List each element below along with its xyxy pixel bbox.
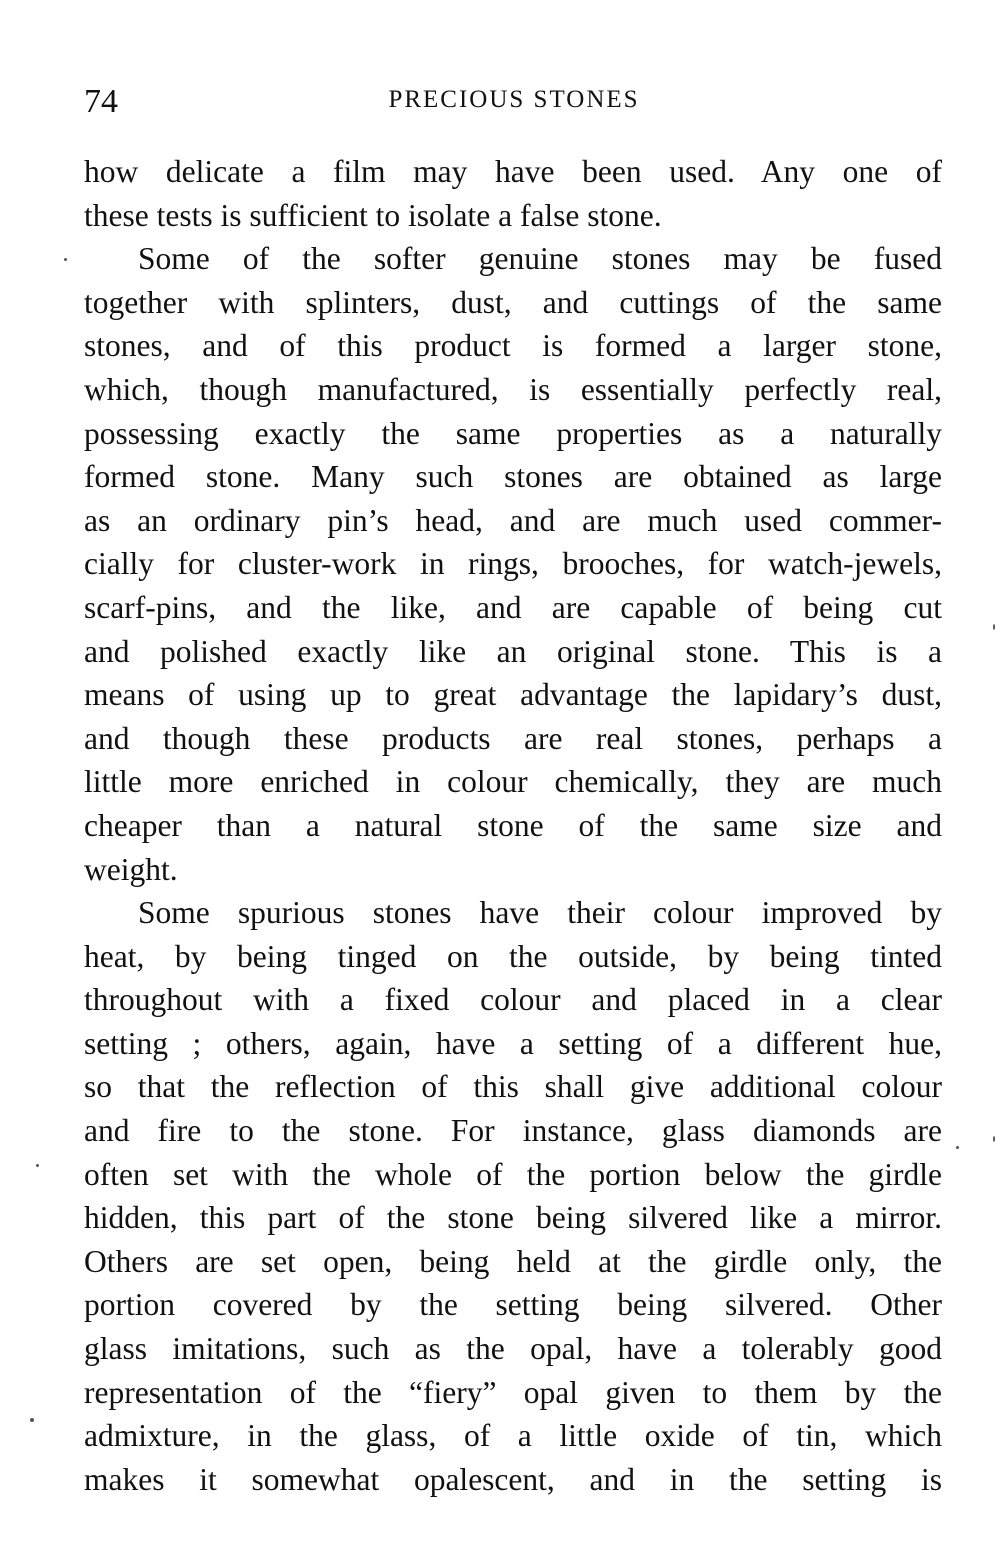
page-header: [84, 82, 944, 122]
text-line: together with splinters, dust, and cuttings of the same: [84, 284, 942, 320]
scan-speck: [36, 1164, 39, 1167]
text-line: throughout with a fixed colour and placed in a clear: [84, 982, 942, 1018]
scan-speck: [956, 1146, 959, 1149]
text-line: weight.: [84, 851, 178, 887]
text-line: heat, by being tinged on the outside, by being tinted: [84, 938, 942, 974]
running-head: PRECIOUS STONES: [388, 86, 640, 113]
text-line: stones, and of this product is formed a larger stone,: [84, 328, 942, 364]
scan-speck: [993, 1136, 995, 1142]
text-line: hidden, this part of the stone being silvered like a mirror.: [84, 1200, 942, 1236]
text-line: and though these products are real stones, perhaps a: [84, 720, 942, 756]
scan-speck: [30, 1418, 34, 1422]
text-line: glass imitations, such as the opal, have a tolerably good: [84, 1331, 942, 1367]
text-line: scarf-pins, and the like, and are capable of being cut: [84, 589, 942, 625]
text-line: admixture, in the glass, of a little oxide of tin, which: [84, 1418, 942, 1454]
text-line: cheaper than a natural stone of the same size and: [84, 807, 942, 843]
text-line: how delicate a film may have been used. Any one of: [84, 154, 942, 189]
text-line: Some of the softer genuine stones may be fused: [138, 241, 942, 277]
scan-speck: [993, 624, 995, 630]
text-line: makes it somewhat opalescent, and in the setting is: [84, 1461, 942, 1497]
body-text: [84, 150, 942, 1501]
text-line: cially for cluster-work in rings, brooches, for watch-jewels,: [84, 546, 942, 582]
text-line: and fire to the stone. For instance, glass diamonds are: [84, 1113, 942, 1149]
page-number: 74: [84, 83, 118, 120]
text-line: often set with the whole of the portion below the girdle: [84, 1156, 942, 1192]
text-line: Some spurious stones have their colour improved by: [138, 895, 942, 931]
scan-speck: [64, 258, 67, 261]
text-line: formed stone. Many such stones are obtained as large: [84, 459, 942, 495]
text-line: as an ordinary pin’s head, and are much used commer-: [84, 502, 942, 538]
text-line: means of using up to great advantage the lapidary’s dust,: [84, 677, 942, 713]
text-line: little more enriched in colour chemically, they are much: [84, 764, 942, 800]
text-line: portion covered by the setting being silvered. Other: [84, 1287, 942, 1323]
text-line: and polished exactly like an original stone. This is a: [84, 633, 942, 669]
text-line: possessing exactly the same properties as a naturally: [84, 415, 942, 451]
text-line: which, though manufactured, is essentially perfectly real,: [84, 371, 942, 407]
text-line: these tests is sufficient to isolate a false stone.: [84, 197, 662, 233]
text-line: Others are set open, being held at the girdle only, the: [84, 1243, 942, 1279]
text-line: so that the reflection of this shall give additional colour: [84, 1069, 942, 1105]
text-line: representation of the “fiery” opal given to them by the: [84, 1374, 942, 1410]
text-line: setting ; others, again, have a setting of a different hue,: [84, 1025, 942, 1061]
